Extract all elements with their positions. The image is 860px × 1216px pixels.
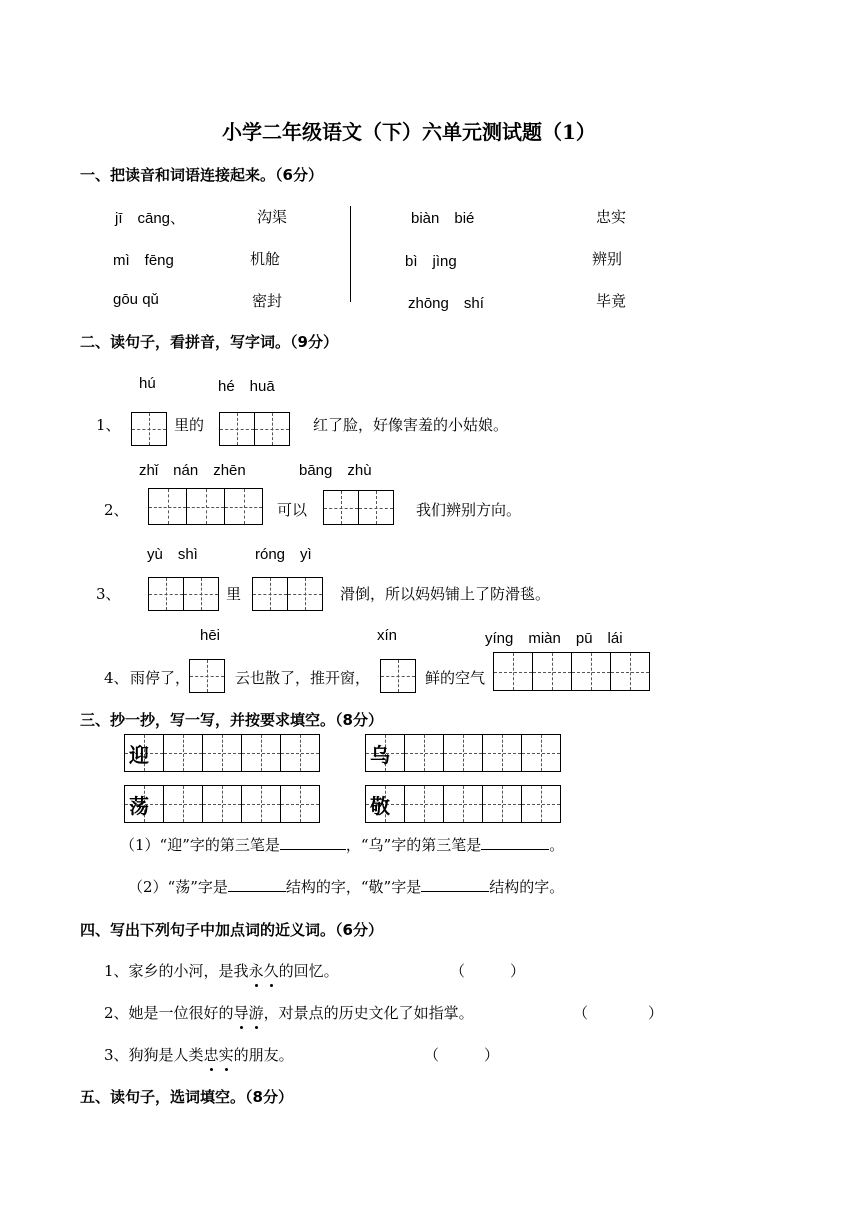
right-word-1: 忠实 (596, 208, 627, 226)
left-pinyin-2: mì fēng (113, 252, 174, 269)
q1-number: 1、 (96, 416, 121, 434)
left-pinyin-1: jī cāng、 (115, 210, 186, 227)
char-wu: 乌 (370, 742, 390, 767)
q4-pinyin-3: yíng miàn pū lái (485, 630, 623, 647)
right-pinyin-1: biàn bié (411, 210, 475, 227)
synonym-q1: 1、家乡的小河，是我永久的回忆。 (104, 962, 339, 980)
left-word-3: 密封 (252, 292, 283, 310)
q4-number: 4、 (104, 669, 129, 687)
q4-mid-2: 鲜的空气 (425, 669, 486, 687)
section-3-heading: 三、抄一抄，写一写，并按要求填空。（8分） (80, 711, 383, 729)
q3-end: 滑倒，所以妈妈铺上了防滑毯。 (340, 585, 551, 603)
synonym-q3: 3、狗狗是人类忠实的朋友。 (104, 1046, 294, 1064)
dotted-char: 游 (248, 1004, 264, 1022)
q4-grid-2[interactable] (380, 659, 416, 693)
q4-mid-1: 云也散了，推开窗， (235, 669, 371, 687)
q3-grid-1[interactable] (148, 577, 219, 611)
section-4-heading: 四、写出下列句子中加点词的近义词。（6分） (80, 921, 383, 939)
dotted-char: 忠 (203, 1046, 219, 1064)
structure-blank-2[interactable] (421, 891, 489, 892)
char-dang: 荡 (129, 793, 149, 818)
divider-line (350, 206, 351, 302)
q3-pinyin-1: yù shì (147, 546, 198, 563)
q3-number: 3、 (96, 585, 121, 603)
q4-grid-1[interactable] (189, 659, 225, 693)
q3-mid: 里 (226, 585, 242, 603)
synonym-answer-1[interactable]: （ ） (450, 962, 526, 980)
synonym-q2: 2、她是一位很好的导游，对景点的历史文化了如指掌。 (104, 1004, 474, 1022)
copy-grid-ying[interactable] (124, 734, 320, 772)
section-5-heading: 五、读句子，选词填空。（8分） (80, 1088, 293, 1106)
q1-pinyin-1: hú (139, 375, 156, 392)
q3-grid-2[interactable] (252, 577, 323, 611)
left-word-2: 机舱 (250, 250, 281, 268)
dotted-char: 导 (233, 1004, 249, 1022)
stroke-blank-1[interactable] (280, 849, 346, 850)
section-1-heading: 一、把读音和词语连接起来。（6分） (80, 166, 323, 184)
q2-grid-2[interactable] (323, 490, 394, 525)
structure-blank-1[interactable] (228, 891, 286, 892)
dotted-char: 实 (218, 1046, 234, 1064)
q1-end: 红了脸，好像害羞的小姑娘。 (313, 416, 509, 434)
q4-grid-3[interactable] (493, 652, 650, 691)
right-word-3: 毕竟 (596, 292, 627, 310)
right-pinyin-2: bì jìng (405, 253, 457, 270)
q2-pinyin-2: bāng zhù (299, 462, 372, 479)
page-title: 小学二年级语文（下）六单元测试题（1） (222, 120, 596, 144)
copy-grid-jing[interactable] (365, 785, 561, 823)
right-pinyin-3: zhōng shí (408, 295, 484, 312)
structure-question: （2）“荡”字是 结构的字，“敬”字是 结构的字。 (128, 878, 565, 896)
q1-mid: 里的 (174, 416, 205, 434)
q2-grid-1[interactable] (148, 488, 263, 525)
q1-pinyin-2: hé huā (218, 378, 275, 395)
q2-end: 我们辨别方向。 (416, 501, 522, 519)
section-2-heading: 二、读句子，看拼音，写字词。（9分） (80, 333, 338, 351)
q4-pinyin-2: xín (377, 627, 398, 644)
copy-grid-wu[interactable] (365, 734, 561, 772)
q1-grid-1[interactable] (131, 412, 167, 446)
q1-grid-2[interactable] (219, 412, 290, 446)
right-word-2: 辨别 (592, 250, 623, 268)
char-ying: 迎 (129, 742, 149, 767)
dotted-char: 久 (263, 962, 279, 980)
q4-pinyin-1: hēi (200, 627, 221, 644)
left-word-1: 沟渠 (257, 208, 288, 226)
left-pinyin-3: gōu qǔ (113, 291, 159, 308)
stroke-blank-2[interactable] (481, 849, 549, 850)
synonym-answer-2[interactable]: （ ） (573, 1004, 664, 1022)
q2-number: 2、 (104, 501, 129, 519)
q2-mid: 可以 (277, 501, 308, 519)
q2-pinyin-1: zhǐ nán zhēn (139, 462, 246, 479)
char-jing: 敬 (370, 793, 390, 818)
stroke-question: （1）“迎”字的第三笔是 ，“乌”字的第三笔是 。 (120, 836, 565, 854)
copy-grid-dang[interactable] (124, 785, 320, 823)
synonym-answer-3[interactable]: （ ） (424, 1046, 500, 1064)
dotted-char: 永 (248, 962, 264, 980)
q3-pinyin-2: róng yì (255, 546, 312, 563)
q4-start: 雨停了， (130, 669, 191, 687)
